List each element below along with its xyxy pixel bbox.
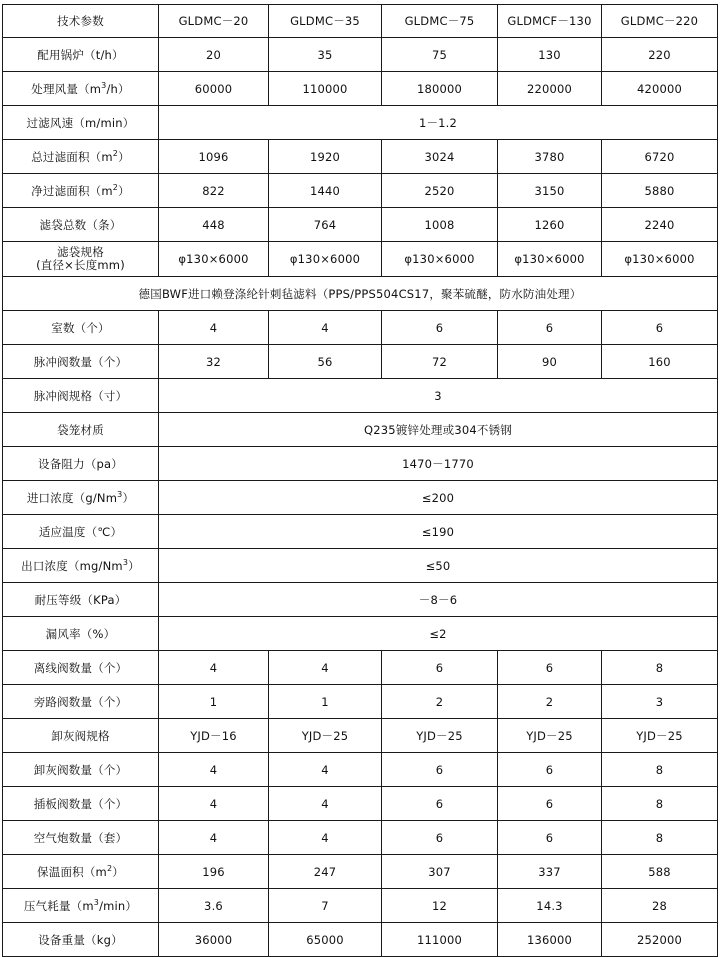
cell-value: 28 — [602, 889, 718, 923]
label-superscript: 2 — [106, 863, 113, 873]
label-text: 出口浓度（mg/Nm — [21, 558, 123, 573]
row-leakage — [3, 617, 718, 651]
spec-table-container — [2, 4, 718, 957]
cell-value: ≤50 — [159, 549, 718, 583]
label-text: 压气耗量（m — [23, 898, 94, 913]
row-label — [3, 140, 159, 174]
cell-value: 3 — [602, 685, 718, 719]
cell-value: 4 — [269, 787, 382, 821]
label-text: ） — [118, 149, 130, 164]
cell-value: 7 — [269, 889, 382, 923]
cell-value: 6 — [382, 753, 498, 787]
row-label: 设备重量（kg） — [3, 923, 159, 957]
model-header: GLDMC－220 — [602, 5, 718, 38]
cell-value: 110000 — [269, 72, 382, 106]
label-text: ） — [122, 490, 135, 505]
cell-value: 764 — [269, 208, 382, 242]
row-label: 耐压等级（KPa） — [3, 583, 159, 617]
filter-material-note: 德国BWF进口赖登涤纶针刺毡滤料（PPS/PPS504CS17，聚苯硫醚，防水防油处理） — [3, 277, 718, 311]
label-line: (直径×长度mm) — [36, 258, 125, 272]
cell-value: 196 — [159, 855, 269, 889]
cell-value: 6 — [382, 787, 498, 821]
cell-value: 2 — [498, 685, 602, 719]
row-cage-material — [3, 413, 718, 447]
row-label: 脉冲阀数量（个） — [3, 345, 159, 379]
cell-value: 20 — [159, 38, 269, 72]
row-label — [3, 72, 159, 106]
row-label: 配用锅炉（t/h） — [3, 38, 159, 72]
cell-value: 220 — [602, 38, 718, 72]
cell-value: 160 — [602, 345, 718, 379]
cell-value: 4 — [269, 753, 382, 787]
row-label: 插板阀数量（个） — [3, 787, 159, 821]
model-header: GLDMC－75 — [382, 5, 498, 38]
cell-value: 1 — [269, 685, 382, 719]
row-pressure — [3, 583, 718, 617]
row-label: 袋笼材质 — [3, 413, 159, 447]
label-text: 处理风量（m — [31, 81, 102, 96]
cell-value: 2520 — [382, 174, 498, 208]
cell-value: ≤190 — [159, 515, 718, 549]
row-chambers — [3, 311, 718, 345]
cell-value: 4 — [159, 651, 269, 685]
label-text: 进口浓度（g/Nm — [26, 490, 118, 505]
row-total-area — [3, 140, 718, 174]
cell-value: 1096 — [159, 140, 269, 174]
cell-value: 35 — [269, 38, 382, 72]
cell-value: 3150 — [498, 174, 602, 208]
cell-value: 822 — [159, 174, 269, 208]
cell-value: 12 — [382, 889, 498, 923]
row-label: 过滤风速（m/min） — [3, 106, 159, 140]
cell-value: YJD－25 — [498, 719, 602, 753]
cell-value: 420000 — [602, 72, 718, 106]
row-air-cannons — [3, 821, 718, 855]
row-label: 设备阻力（pa） — [3, 447, 159, 481]
cell-value: 6 — [498, 651, 602, 685]
cell-value: 60000 — [159, 72, 269, 106]
label-text: ） — [112, 864, 124, 879]
label-superscript: 2 — [112, 182, 119, 192]
model-header: GLDMC－35 — [269, 5, 382, 38]
row-offline-valves — [3, 651, 718, 685]
cell-value: 36000 — [159, 923, 269, 957]
cell-value: 180000 — [382, 72, 498, 106]
cell-value: 130 — [498, 38, 602, 72]
cell-value: 4 — [159, 821, 269, 855]
row-label: 室数（个） — [3, 311, 159, 345]
cell-value: 6 — [602, 311, 718, 345]
row-label — [3, 242, 159, 277]
row-label: 卸灰阀规格 — [3, 719, 159, 753]
row-label — [3, 855, 159, 889]
label-superscript: 3 — [122, 557, 129, 567]
cell-value: φ130×6000 — [498, 242, 602, 277]
cell-value: 247 — [269, 855, 382, 889]
cell-value: 56 — [269, 345, 382, 379]
row-pulse-spec — [3, 379, 718, 413]
cell-value: 337 — [498, 855, 602, 889]
row-gate-valves — [3, 787, 718, 821]
label-superscript: 2 — [112, 148, 119, 158]
row-label: 卸灰阀数量（个） — [3, 753, 159, 787]
cell-value: 6 — [498, 787, 602, 821]
row-temperature — [3, 515, 718, 549]
cell-value: 5880 — [602, 174, 718, 208]
label-text: ） — [118, 183, 130, 198]
cell-value: 4 — [159, 311, 269, 345]
cell-value: －8－6 — [159, 583, 718, 617]
cell-value: 448 — [159, 208, 269, 242]
cell-value: YJD－25 — [382, 719, 498, 753]
cell-value: 252000 — [602, 923, 718, 957]
cell-value: 1008 — [382, 208, 498, 242]
row-label: 空气炮数量（套） — [3, 821, 159, 855]
cell-value: 8 — [602, 821, 718, 855]
cell-value: 6 — [498, 311, 602, 345]
cell-value: 111000 — [382, 923, 498, 957]
cell-value: 75 — [382, 38, 498, 72]
table-header-row — [3, 5, 718, 38]
cell-value: 6 — [382, 651, 498, 685]
cell-value: 4 — [159, 787, 269, 821]
cell-value: 1920 — [269, 140, 382, 174]
row-label: 脉冲阀规格（寸） — [3, 379, 159, 413]
cell-value: YJD－25 — [602, 719, 718, 753]
cell-value: 2 — [382, 685, 498, 719]
cell-value: φ130×6000 — [602, 242, 718, 277]
row-label — [3, 889, 159, 923]
label-text: /min） — [99, 898, 138, 913]
cell-value: 220000 — [498, 72, 602, 106]
row-boiler — [3, 38, 718, 72]
cell-value: 8 — [602, 787, 718, 821]
row-bag-spec — [3, 242, 718, 277]
cell-value: 14.3 — [498, 889, 602, 923]
cell-value: 588 — [602, 855, 718, 889]
cell-value: 32 — [159, 345, 269, 379]
row-label: 漏风率（%） — [3, 617, 159, 651]
cell-value: 6 — [498, 821, 602, 855]
row-net-area — [3, 174, 718, 208]
cell-value: YJD－25 — [269, 719, 382, 753]
cell-value: 72 — [382, 345, 498, 379]
technical-spec-table — [2, 4, 718, 957]
label-superscript: 3 — [117, 489, 123, 499]
label-line: 滤袋规格 — [57, 245, 104, 259]
cell-value: 90 — [498, 345, 602, 379]
row-filter-speed — [3, 106, 718, 140]
cell-value: 8 — [602, 651, 718, 685]
cell-value: 1－1.2 — [159, 106, 718, 140]
row-air-consumption — [3, 889, 718, 923]
cell-value: 6720 — [602, 140, 718, 174]
row-bag-count — [3, 208, 718, 242]
cell-value: 4 — [269, 311, 382, 345]
cell-value: 2240 — [602, 208, 718, 242]
row-label: 滤袋总数（条） — [3, 208, 159, 242]
cell-value: YJD－16 — [159, 719, 269, 753]
row-ash-valve-count — [3, 753, 718, 787]
label-text: ） — [128, 558, 140, 573]
row-inlet-conc — [3, 481, 718, 515]
cell-value: 6 — [382, 311, 498, 345]
row-resistance — [3, 447, 718, 481]
cell-value: 3780 — [498, 140, 602, 174]
row-label — [3, 174, 159, 208]
param-header: 技术参数 — [3, 5, 159, 38]
label-superscript: 3 — [93, 897, 100, 907]
cell-value: 3024 — [382, 140, 498, 174]
row-bypass-valves — [3, 685, 718, 719]
cell-value: 1440 — [269, 174, 382, 208]
cell-value: 1260 — [498, 208, 602, 242]
row-label: 离线阀数量（个） — [3, 651, 159, 685]
label-text: 保温面积（m — [37, 864, 107, 879]
cell-value: 4 — [159, 753, 269, 787]
cell-value: 1 — [159, 685, 269, 719]
row-weight — [3, 923, 718, 957]
cell-value: 8 — [602, 753, 718, 787]
cell-value: Q235镀锌处理或304不锈钢 — [159, 413, 718, 447]
model-header: GLDMC－20 — [159, 5, 269, 38]
label-text: 净过滤面积（m — [31, 183, 113, 198]
label-text: /h） — [106, 81, 130, 96]
row-ash-valve-spec — [3, 719, 718, 753]
cell-value: 1470－1770 — [159, 447, 718, 481]
cell-value: 6 — [382, 821, 498, 855]
cell-value: 3 — [159, 379, 718, 413]
row-outlet-conc — [3, 549, 718, 583]
label-text: 总过滤面积（m — [31, 149, 113, 164]
cell-value: 4 — [269, 821, 382, 855]
row-insulation-area — [3, 855, 718, 889]
row-label — [3, 549, 159, 583]
cell-value: 6 — [498, 753, 602, 787]
row-filter-material — [3, 277, 718, 311]
row-label: 旁路阀数量（个） — [3, 685, 159, 719]
row-label — [3, 481, 159, 515]
cell-value: 4 — [269, 651, 382, 685]
cell-value: 136000 — [498, 923, 602, 957]
cell-value: 307 — [382, 855, 498, 889]
cell-value: φ130×6000 — [159, 242, 269, 277]
cell-value: φ130×6000 — [382, 242, 498, 277]
row-airflow — [3, 72, 718, 106]
row-pulse-valves — [3, 345, 718, 379]
cell-value: 3.6 — [159, 889, 269, 923]
model-header: GLDMCF－130 — [498, 5, 602, 38]
cell-value: ≤200 — [159, 481, 718, 515]
cell-value: φ130×6000 — [269, 242, 382, 277]
row-label: 适应温度（℃） — [3, 515, 159, 549]
cell-value: ≤2 — [159, 617, 718, 651]
label-superscript: 3 — [101, 80, 107, 90]
cell-value: 65000 — [269, 923, 382, 957]
